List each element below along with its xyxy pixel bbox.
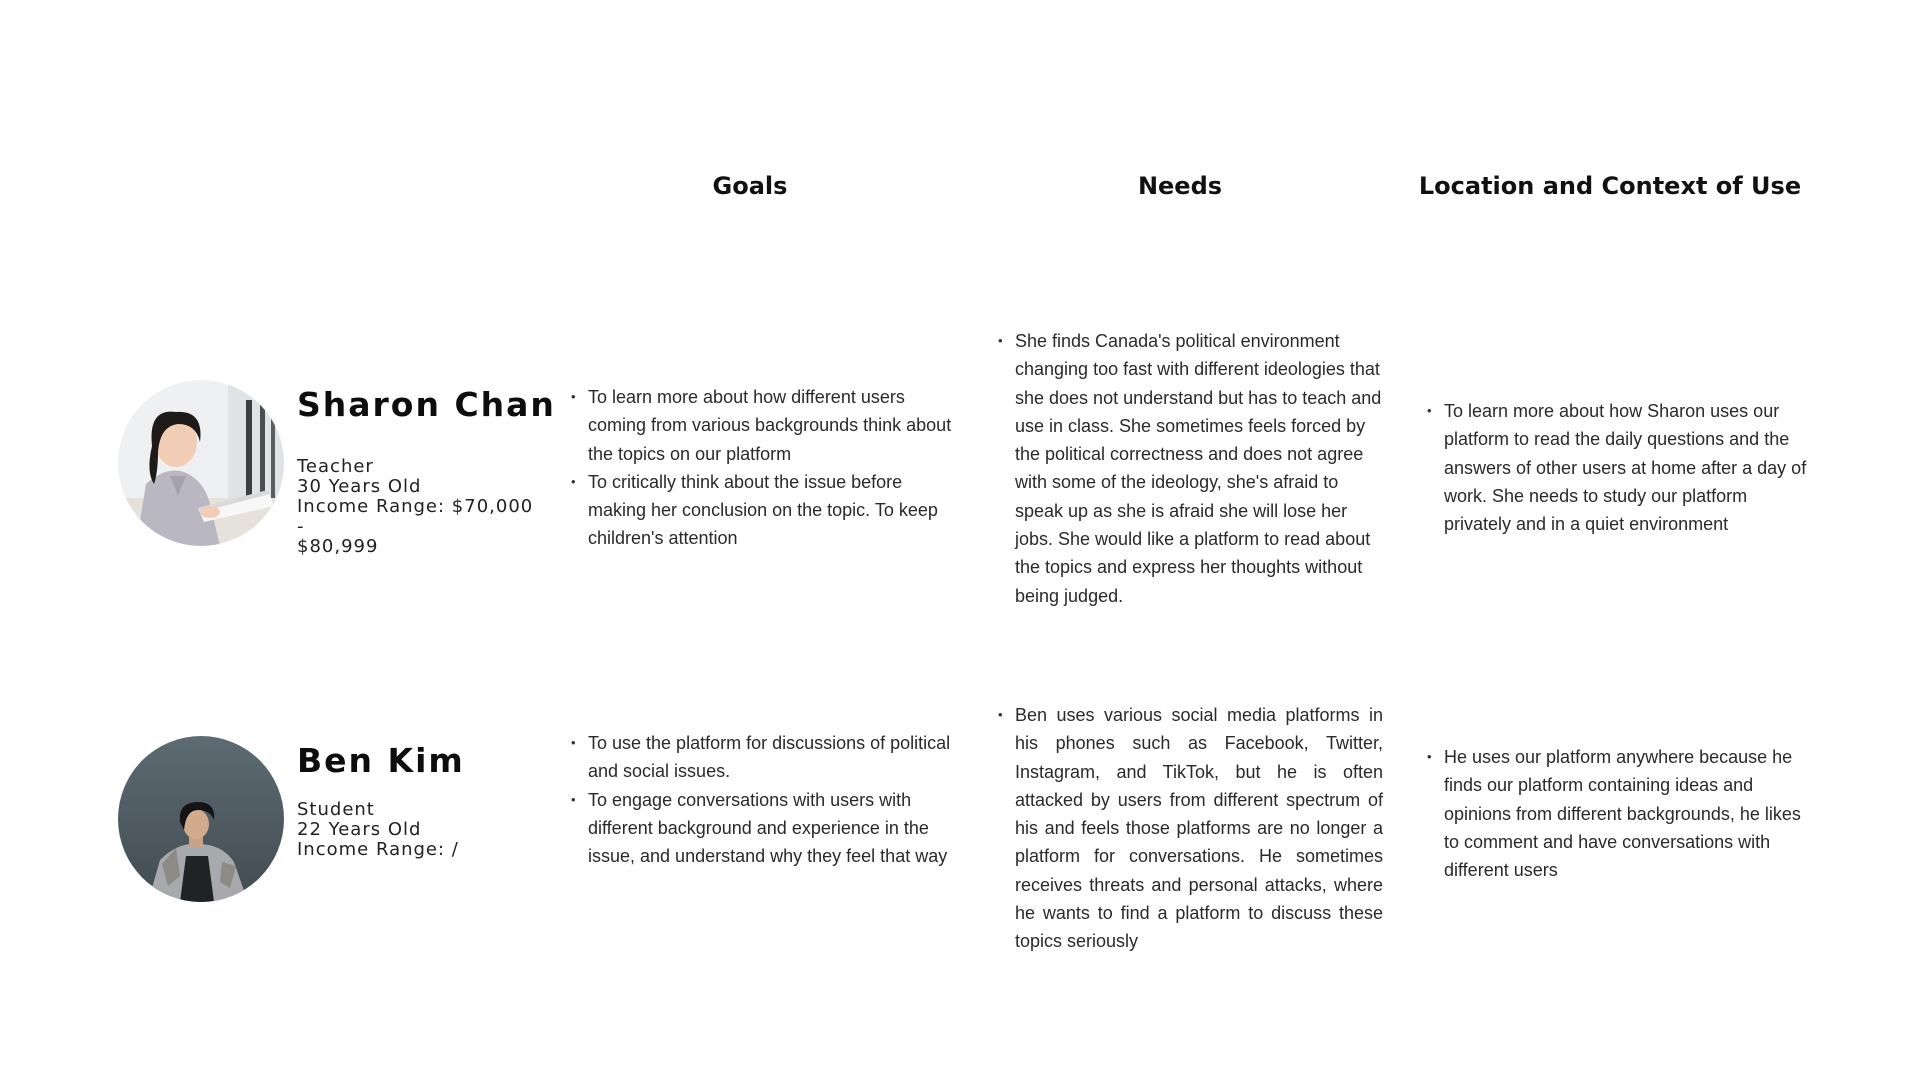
ben-details bbox=[297, 800, 547, 860]
location-context-header: Location and Context of Use bbox=[1418, 172, 1802, 200]
sharon-income: Income Range: $70,000 - bbox=[297, 496, 534, 537]
ben-age: 22 Years Old bbox=[297, 819, 422, 840]
sharon-goals-list bbox=[571, 383, 956, 553]
sharon-goal-2: • To critically think about the issue before making her conclusion on the topic. To keep children's attention bbox=[571, 468, 956, 553]
ben-location-1: • He uses our platform anywhere because he finds our platform containing ideas and opinions from different backgrounds, he likes to comment and have conversations with different users bbox=[1427, 743, 1817, 884]
ben-goal-1: • To use the platform for discussions of political and social issues. bbox=[571, 729, 956, 786]
ben-goal-2: • To engage conversations with users with different background and experience in the issue, and understand why they feel that way bbox=[571, 786, 956, 871]
sharon-goal-1: • To learn more about how different users coming from various backgrounds think about the topics on our platform bbox=[571, 383, 956, 468]
sharon-avatar-photo-icon bbox=[118, 380, 284, 546]
sharon-needs-list bbox=[998, 327, 1383, 610]
sharon-age: 30 Years Old bbox=[297, 476, 422, 497]
ben-role: Student bbox=[297, 799, 375, 820]
ben-goals-list bbox=[571, 729, 956, 870]
sharon-details bbox=[297, 457, 547, 557]
ben-location-list bbox=[1427, 743, 1817, 884]
ben-needs-list bbox=[998, 701, 1383, 956]
ben-need-1: • Ben uses various social media platforms in his phones such as Facebook, Twitter, Instagram, and TikTok, but he is often attacked by users from different spectrum of his and feels those platforms are no longer a platform for conversations. He sometimes receives threats and personal attacks, where he wants to find a platform to discuss these topics seriously bbox=[998, 701, 1383, 956]
sharon-income-continued: $80,999 bbox=[297, 536, 379, 557]
ben-avatar-photo-icon bbox=[118, 736, 284, 902]
sharon-name: Sharon Chan bbox=[297, 385, 556, 424]
ben-name: Ben Kim bbox=[297, 741, 465, 780]
sharon-role: Teacher bbox=[297, 456, 374, 477]
goals-header: Goals bbox=[712, 172, 788, 200]
needs-header: Needs bbox=[1137, 172, 1223, 200]
sharon-need-1: • She finds Canada's political environment changing too fast with different ideologies that she does not understand but has to teach and use in class. She sometimes feels forced by the political correctness and does not agree with some of the ideology, she's afraid to speak up as she is afraid she will lose her jobs. She would like a platform to read about the topics and express her thoughts without being judged. bbox=[998, 327, 1383, 610]
ben-income: Income Range: / bbox=[297, 839, 459, 860]
sharon-location-list bbox=[1427, 397, 1817, 538]
sharon-location-1: • To learn more about how Sharon uses our platform to read the daily questions and the answers of other users at home after a day of work. She needs to study our platform privately and in a quiet environment bbox=[1427, 397, 1817, 538]
